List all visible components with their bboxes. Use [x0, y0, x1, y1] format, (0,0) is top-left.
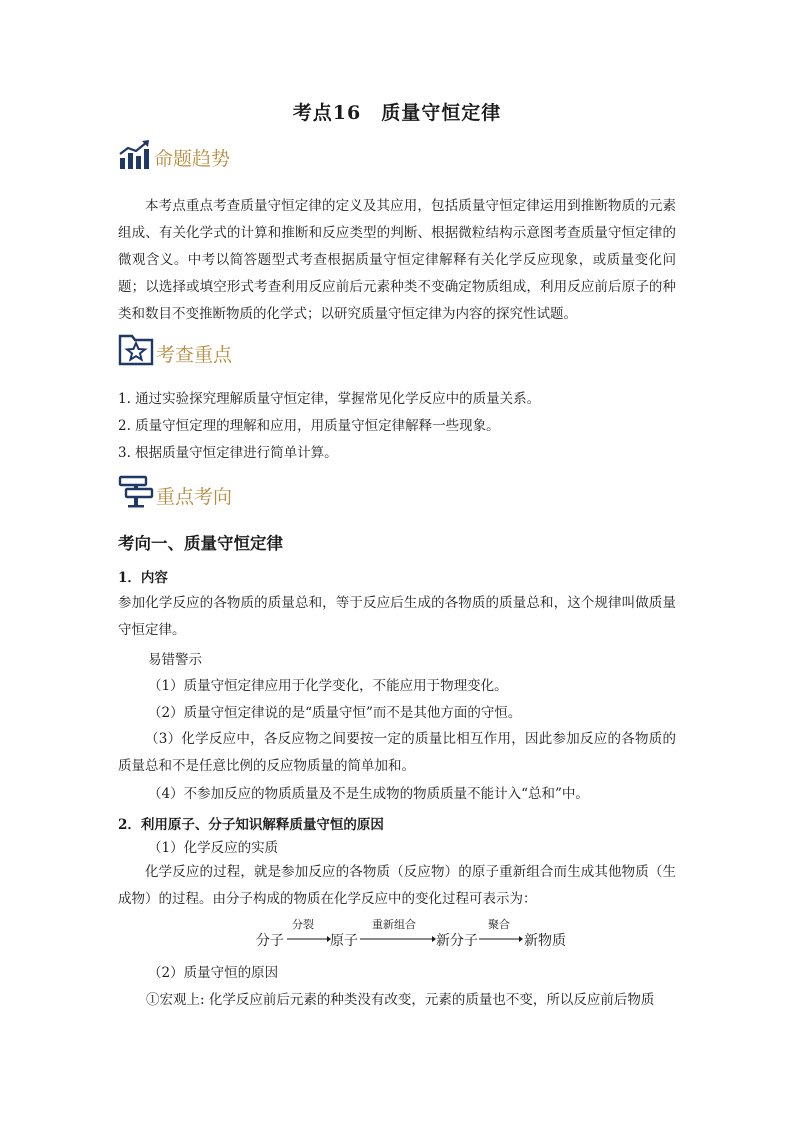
warning-item: （4）不参加反应的物质质量及不是生成物的物质质量不能计入“总和”中。	[148, 786, 589, 802]
section-trend-header	[118, 140, 230, 170]
flow-node: 原子	[330, 933, 358, 949]
sub2-item: （1）化学反应的实质	[148, 840, 279, 856]
warning-item: （3）化学反应中，各反应物之间要按一定的质量比相互作用，因此参加反应的各物质的质量总和不是任意比例的反应物质量的简单加和。	[118, 731, 676, 774]
flow-arrow-label: 重新组合	[372, 918, 416, 931]
signpost-icon	[118, 474, 154, 508]
reaction-flow	[250, 916, 590, 956]
section-direction-header	[118, 474, 232, 508]
sub1-paragraph: 参加化学反应的各物质的质量总和，等于反应后生成的各物质的质量总和，这个规律叫做质量守恒定律。	[118, 595, 676, 638]
page-title: 考点16 质量守恒定律	[292, 102, 502, 124]
sub2-paragraph: 化学反应的过程，就是参加反应的各物质（反应物）的原子重新组合而生成其他物质（生成物）的过程。由分子构成的物质在化学反应中的变化过程可表示为：	[118, 864, 676, 907]
focus-item: 3. 根据质量守恒定律进行简单计算。	[118, 445, 338, 461]
direction-title: 考向一、质量守恒定律	[118, 534, 283, 553]
focus-item: 1. 通过实验探究理解质量守恒定律，掌握常见化学反应中的质量关系。	[118, 391, 541, 407]
bar-chart-icon	[118, 140, 152, 170]
macro-text: ①宏观上: 化学反应前后元素的种类没有改变，元素的质量也不变，所以反应前后物质	[146, 992, 655, 1008]
flow-arrow-label: 分裂	[292, 918, 314, 931]
section-focus-label: 考查重点	[156, 344, 233, 366]
flow-node: 新分子	[436, 933, 478, 949]
star-folder-icon	[118, 332, 154, 366]
arrow-right-icon	[287, 935, 331, 943]
sub1-title: 1．内容	[118, 570, 168, 586]
arrow-right-icon	[479, 935, 523, 943]
section-direction-label: 重点考向	[156, 486, 233, 508]
flow-node: 分子	[256, 933, 284, 949]
warning-label: 易错警示	[148, 652, 202, 668]
warning-item: （1）质量守恒定律应用于化学变化，不能应用于物理变化。	[148, 678, 508, 694]
sub2-item: （2）质量守恒的原因	[148, 965, 279, 981]
section-trend-label: 命题趋势	[154, 148, 231, 170]
section-focus-header	[118, 332, 232, 366]
flow-node: 新物质	[524, 933, 566, 949]
focus-item: 2. 质量守恒定理的理解和应用，用质量守恒定律解释一些现象。	[118, 418, 500, 434]
sub2-title: 2．利用原子、分子知识解释质量守恒的原因	[118, 817, 384, 833]
warning-item: （2）质量守恒定律说的是“质量守恒”而不是其他方面的守恒。	[148, 705, 522, 721]
flow-arrow-label: 聚合	[488, 918, 510, 931]
arrow-right-icon	[360, 935, 436, 943]
trend-paragraph: 本考点重点考查质量守恒定律的定义及其应用，包括质量守恒定律运用到推断物质的元素组成、有关化学式的计算和推断和反应类型的判断、根据微粒结构示意图考查质量守恒定律的微观含义。中考以简答题型式考查根据质量守恒定律解释有关化学反应现象，或质量变化问题；以选择或填空形式考查利用反应前后元素种类不变确定物质组成，利用反应前后原子的种类和数目不变推断物质的化学式；以研究质量守恒定律为内容的探究性试题。	[118, 198, 676, 322]
